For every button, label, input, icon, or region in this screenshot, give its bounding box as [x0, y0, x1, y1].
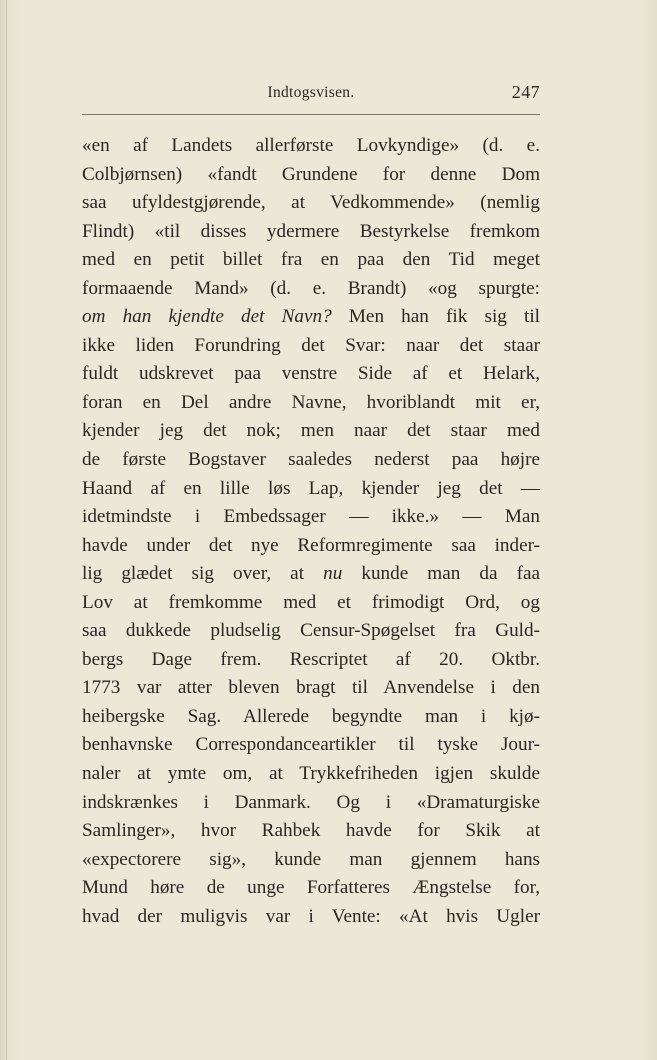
text-segment: saa ufyldestgjørende, at Vedkommende» (nemlig — [82, 192, 540, 214]
text-segment: indskrænkes i Danmark. Og i «Dramaturgiske — [82, 791, 540, 813]
text-segment: formaaende Mand» (d. e. Brandt) «og spurgte: — [82, 277, 540, 299]
text-line — [82, 731, 540, 760]
text-line — [82, 161, 540, 190]
text-line — [82, 275, 540, 304]
text-line — [82, 760, 540, 789]
text-segment: fuldt udskrevet paa venstre Side af et Helark, — [82, 363, 540, 385]
text-segment: Samlinger», hvor Rahbek havde for Skik at — [82, 820, 540, 842]
text-line — [82, 389, 540, 418]
italic-text-segment: om han kjendte det Navn? — [82, 306, 332, 328]
text-segment: Mund høre de unge Forfatteres Ængstelse for, — [82, 877, 540, 899]
text-line — [82, 674, 540, 703]
text-line — [82, 903, 540, 932]
body-text — [82, 132, 540, 931]
text-line — [82, 303, 540, 332]
text-line — [82, 532, 540, 561]
text-segment: Flindt) «til disses ydermere Bestyrkelse fremkom — [82, 220, 540, 242]
text-line — [82, 646, 540, 675]
text-segment: ikke liden Forundring det Svar: naar det staar — [82, 334, 540, 356]
text-line — [82, 503, 540, 532]
text-line — [82, 332, 540, 361]
text-segment: benhavnske Correspondanceartikler til tyske Jour- — [82, 734, 540, 756]
italic-text-segment: nu — [323, 563, 343, 585]
text-segment: Lov at fremkomme med et frimodigt Ord, og — [82, 591, 540, 613]
text-line — [82, 817, 540, 846]
text-segment: foran en Del andre Navne, hvoriblandt mit er, — [82, 391, 540, 413]
text-segment: Haand af en lille løs Lap, kjender jeg det — — [82, 477, 540, 499]
text-segment: «en af Landets allerførste Lovkyndige» (d. e. — [82, 135, 540, 156]
text-line — [82, 446, 540, 475]
text-segment: heibergske Sag. Allerede begyndte man i kjø- — [82, 705, 540, 727]
text-line — [82, 617, 540, 646]
text-line — [82, 360, 540, 389]
text-line — [82, 475, 540, 504]
text-segment: «expectorere sig», kunde man gjennem hans — [82, 848, 540, 870]
text-segment: de første Bogstaver saaledes nederst paa højre — [82, 449, 540, 471]
text-segment: saa dukkede pludselig Censur-Spøgelset fra Guld- — [82, 620, 540, 642]
text-line — [82, 703, 540, 732]
text-segment: havde under det nye Reformregimente saa inder- — [82, 534, 540, 556]
text-segment: kjender jeg det nok; men naar det staar med — [82, 420, 540, 442]
text-line — [82, 246, 540, 275]
text-line — [82, 417, 540, 446]
header-rule — [82, 114, 540, 115]
running-head — [82, 82, 540, 108]
page-number: 247 — [511, 82, 540, 102]
text-line — [82, 589, 540, 618]
text-line — [82, 189, 540, 218]
text-segment: Men han fik sig til — [331, 306, 541, 328]
text-line — [82, 218, 540, 247]
text-segment: kunde man da faa — [342, 563, 540, 585]
text-segment: idetmindste i Embedssager — ikke.» — Man — [82, 506, 540, 528]
text-segment: hvad der muligvis var i Vente: «At hvis Ugler — [82, 905, 540, 927]
text-segment: bergs Dage frem. Rescriptet af 20. Oktbr. — [82, 648, 540, 670]
page-gutter-edge — [6, 0, 7, 1060]
text-line — [82, 874, 540, 903]
text-line — [82, 789, 540, 818]
text-segment: med en petit billet fra en paa den Tid meget — [82, 249, 540, 271]
text-segment: lig glædet sig over, at — [82, 563, 324, 585]
text-segment: Colbjørnsen) «fandt Grundene for denne Dom — [82, 163, 540, 185]
text-segment: 1773 var atter bleven bragt til Anvendelse i den — [82, 677, 540, 699]
text-segment: naler at ymte om, at Trykkefriheden igjen skulde — [82, 763, 540, 785]
text-line — [82, 560, 540, 589]
text-line — [82, 132, 540, 161]
running-title: Indtogsvisen. — [267, 84, 355, 101]
text-line — [82, 846, 540, 875]
